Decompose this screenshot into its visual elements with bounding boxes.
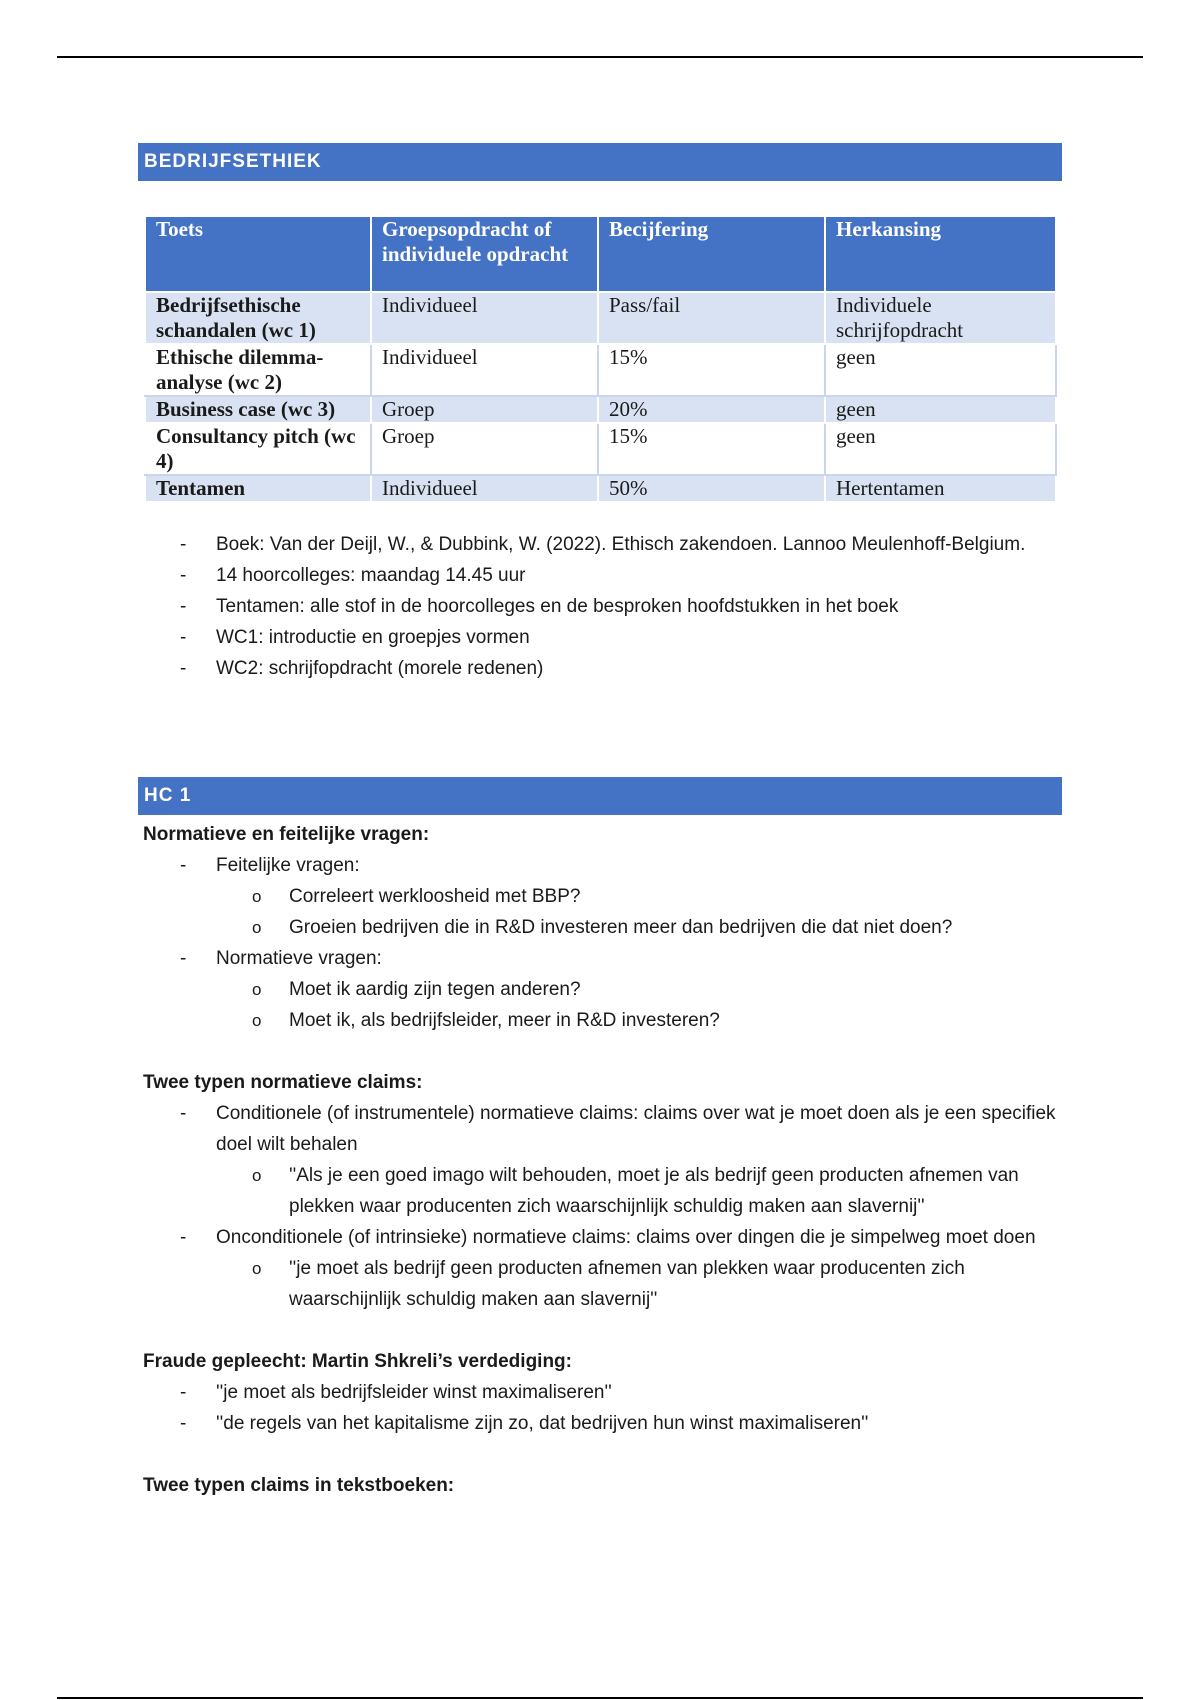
sub-list-item: o Groeien bedrijven die in R&D investeren meer dan bedrijven die dat niet doen?: [216, 912, 1063, 943]
subheading-normatieve-feitelijke: Normatieve en feitelijke vragen:: [143, 824, 430, 845]
claims-list: [143, 1098, 1063, 1315]
list-item: [143, 943, 1063, 1036]
subheading-tekstboeken: Twee typen claims in tekstboeken:: [143, 1475, 455, 1496]
table-header-row: [145, 216, 1056, 292]
table-row: [145, 396, 1056, 423]
table-cell: geen: [825, 396, 1056, 423]
header-opdracht: Groepsopdracht of individuele opdracht: [371, 216, 598, 292]
section-heading-hc1: HC 1: [138, 777, 1062, 815]
list-item-text: Conditionele (of instrumentele) normatieve claims: claims over wat je moet doen als je een specifiek doel wilt behalen: [216, 1103, 1056, 1155]
table-row: [145, 344, 1056, 396]
list-item: - ''de regels van het kapitalisme zijn zo, dat bedrijven hun winst maximaliseren'': [143, 1408, 1063, 1439]
list-item: - Boek: Van der Deijl, W., & Dubbink, W. (2022). Ethisch zakendoen. Lannoo Meulenhoff-Belgium.: [143, 529, 1063, 560]
table-cell: Bedrijfsethische schandalen (wc 1): [145, 292, 371, 344]
sub-list-item: o ''je moet als bedrijf geen producten afnemen van plekken waar producenten zich waarschijnlijk schuldig maken aan slavernij'': [216, 1253, 1063, 1315]
table-row: [145, 292, 1056, 344]
table-cell: Tentamen: [145, 475, 371, 502]
bottom-rule: [57, 1697, 1143, 1699]
sub-list-item: o Moet ik, als bedrijfsleider, meer in R&D investeren?: [216, 1005, 1063, 1036]
table-cell: Individueel: [371, 475, 598, 502]
fraude-list: [143, 1377, 1063, 1439]
top-rule: [57, 56, 1143, 58]
sub-list: [216, 1253, 1063, 1315]
table-cell: 20%: [598, 396, 825, 423]
table-cell: Individuele schrijfopdracht: [825, 292, 1056, 344]
table-cell: geen: [825, 344, 1056, 396]
table-cell: Groep: [371, 396, 598, 423]
list-item: [143, 1222, 1063, 1315]
grading-table: [144, 215, 1057, 503]
course-info-list: [143, 529, 1063, 684]
course-info-list-container: [143, 529, 1063, 684]
table-cell: 15%: [598, 423, 825, 475]
sub-list-item: o Moet ik aardig zijn tegen anderen?: [216, 974, 1063, 1005]
table-cell: Groep: [371, 423, 598, 475]
subheading-normatieve-claims: Twee typen normatieve claims:: [143, 1072, 423, 1093]
header-becijfering: Becijfering: [598, 216, 825, 292]
table-cell: Individueel: [371, 344, 598, 396]
table-cell: geen: [825, 423, 1056, 475]
section-heading-bedrijfsethiek: BEDRIJFSETHIEK: [138, 143, 1062, 181]
list-item: [143, 1098, 1063, 1222]
list-item: - WC2: schrijfopdracht (morele redenen): [143, 653, 1063, 684]
sub-list: [216, 1160, 1063, 1222]
table-cell: Business case (wc 3): [145, 396, 371, 423]
table-cell: Hertentamen: [825, 475, 1056, 502]
table-row: [145, 475, 1056, 502]
sub-list: [216, 974, 1063, 1036]
header-herkansing: Herkansing: [825, 216, 1056, 292]
list-item: - Tentamen: alle stof in de hoorcolleges en de besproken hoofdstukken in het boek: [143, 591, 1063, 622]
sub-list-item: o Correleert werkloosheid met BBP?: [216, 881, 1063, 912]
table-cell: 15%: [598, 344, 825, 396]
table-cell: 50%: [598, 475, 825, 502]
list-item: - WC1: introductie en groepjes vormen: [143, 622, 1063, 653]
list-item-text: Feitelijke vragen:: [216, 855, 360, 876]
table-row: [145, 423, 1056, 475]
question-types-list: [143, 850, 1063, 1036]
header-toets: Toets: [145, 216, 371, 292]
list-item: - 14 hoorcolleges: maandag 14.45 uur: [143, 560, 1063, 591]
sub-list-item: o ''Als je een goed imago wilt behouden, moet je als bedrijf geen producten afnemen van plekken waar producenten zich waarschijnlijk schuldig maken aan slavernij'': [216, 1160, 1063, 1222]
list-item: - ''je moet als bedrijfsleider winst maximaliseren'': [143, 1377, 1063, 1408]
list-item-text: Onconditionele (of intrinsieke) normatieve claims: claims over dingen die je simpelweg moet doen: [216, 1227, 1036, 1248]
hc1-content: [143, 819, 1063, 1501]
list-item: [143, 850, 1063, 943]
subheading-fraude: Fraude gepleecht: Martin Shkreli’s verdediging:: [143, 1351, 572, 1372]
table-cell: Individueel: [371, 292, 598, 344]
list-item-text: Normatieve vragen:: [216, 948, 382, 969]
sub-list: [216, 881, 1063, 943]
table-cell: Ethische dilemma-analyse (wc 2): [145, 344, 371, 396]
table-cell: Pass/fail: [598, 292, 825, 344]
table-cell: Consultancy pitch (wc 4): [145, 423, 371, 475]
